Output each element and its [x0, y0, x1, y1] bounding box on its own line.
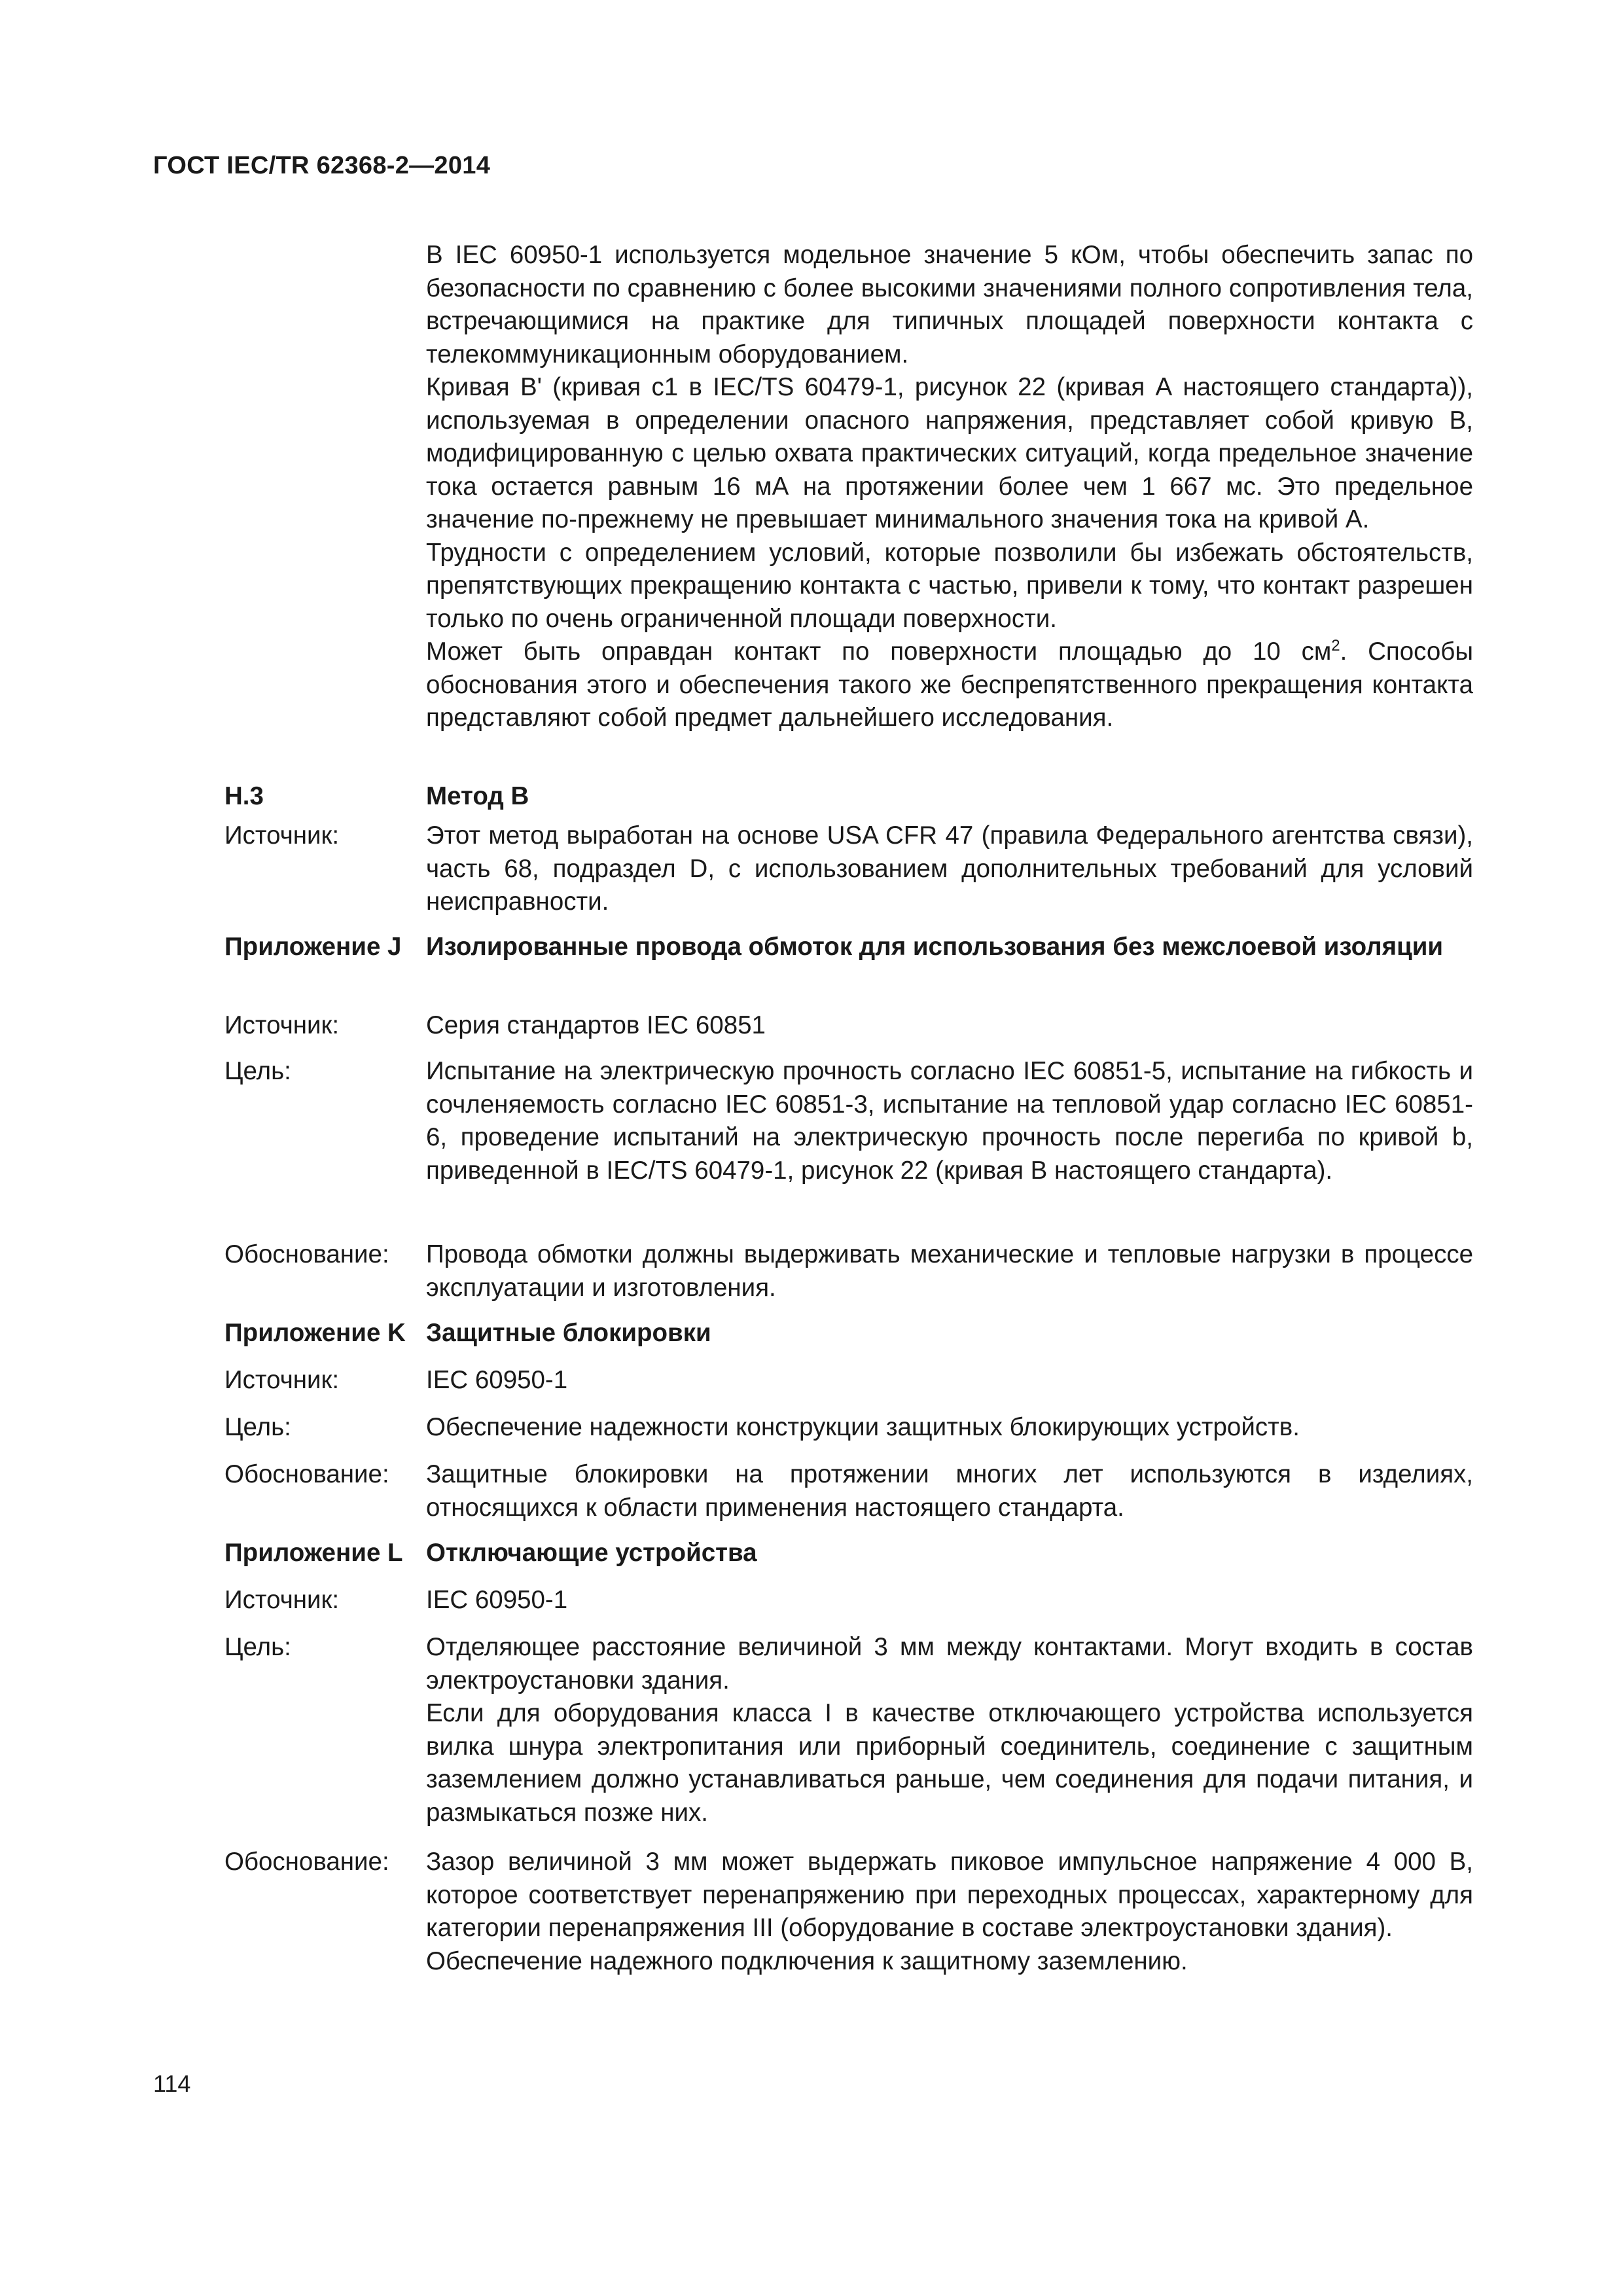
field-value [426, 1055, 1473, 1187]
field-label: Источник: [224, 1366, 340, 1394]
page-number: 114 [153, 2070, 191, 2097]
field-value-text: Защитные блокировки на протяжении многих лет используются в изделиях, относящихся к области применения настоящего стандарта. [426, 1460, 1473, 1522]
section-heading-h3 [224, 780, 1473, 819]
section-title [426, 931, 1473, 964]
intro-last-text: Может быть оправдан контакт по поверхности площадью до 10 см [426, 637, 1332, 666]
field-value-text: Зазор величиной 3 мм может выдержать пиковое импульсное напряжение 4 000 В, которое соответствует перенапряжению при переходных процессах, характерному для категории перенапряжения III (оборудование в составе электроустановки здания). [426, 1848, 1473, 1942]
field-value: Обеспечение надежности конструкции защитных блокирующих устройств. [426, 1413, 1300, 1441]
field-value-text: Этот метод выработан на основе USA CFR 47 (правила Федерального агентства связи), часть 68, подраздел D, с использованием дополнительных требований для условий неисправности. [426, 821, 1473, 916]
field-value: Серия стандартов IEC 60851 [426, 1011, 766, 1039]
field-value: IEC 60950-1 [426, 1366, 568, 1394]
field-label: Цель: [224, 1057, 291, 1085]
field-value [426, 819, 1473, 919]
section-heading-annex-j [224, 931, 1473, 1009]
field-value [426, 1846, 1473, 1978]
field-value [426, 1458, 1473, 1524]
field-value-text: Обеспечение надежного подключения к защитному заземлению. [426, 1946, 1188, 1975]
field-label: Обоснование: [224, 1460, 389, 1488]
intro-paragraph: В IEC 60950-1 используется модельное значение 5 кОм, чтобы обеспечить запас по безопасности по сравнению с более высокими значениями полного сопротивления тела, встречающимися на практике для типичных площадей поверхности контакта с телекоммуникационным оборудованием. [426, 241, 1473, 368]
field-label: Источник: [224, 821, 340, 850]
field-row [224, 1009, 1473, 1055]
section-title: Метод B [426, 782, 529, 810]
field-row [224, 1055, 1473, 1238]
field-row [224, 1458, 1473, 1537]
section-title-text: Изолированные провода обмоток для использования без межслоевой изоляции [426, 933, 1444, 961]
field-label: Источник: [224, 1586, 340, 1614]
section-title: Отключающие устройства [426, 1539, 757, 1567]
field-value-text: Если для оборудования класса I в качестве отключающего устройства используется вилка шнура электропитания или приборный соединитель, соединение с защитным заземлением должно устанавливаться раньше, чем соединения для подачи питания, и размыкаться позже них. [426, 1699, 1473, 1827]
intro-last-text: . Способы обоснования этого и обеспечения такого же беспрепятственного прекращения контакта представляют собой предмет дальнейшего исследования. [426, 637, 1473, 732]
field-label: Обоснование: [224, 1848, 389, 1876]
section-heading-annex-k [224, 1317, 1473, 1364]
section-heading-annex-l [224, 1537, 1473, 1584]
intro-paragraph: Кривая В' (кривая c1 в IEC/TS 60479-1, рисунок 22 (кривая А настоящего стандарта)), используемая в определении опасного напряжения, представляет собой кривую В, модифицированную с целью охвата практических ситуаций, когда предельное значение тока остается равным 16 мА на протяжении более чем 1 667 мс. Это предельное значение по-прежнему не превышает минимального значения тока на кривой А. [426, 373, 1473, 533]
field-row [224, 1846, 1473, 1978]
field-label: Источник: [224, 1011, 340, 1039]
sections [224, 780, 1473, 1978]
intro-block [426, 239, 1473, 735]
field-row [224, 1238, 1473, 1317]
document-header: ГОСТ IEC/TR 62368-2—2014 [153, 152, 491, 179]
section-number: H.3 [224, 782, 264, 810]
intro-paragraph-last [426, 636, 1473, 735]
intro-paragraph: Трудности с определением условий, которые позволили бы избежать обстоятельств, препятствующих прекращению контакта с частью, привели к тому, что контакт разрешен только по очень ограниченной площади поверхности. [426, 538, 1473, 633]
section-number: Приложение L [224, 1539, 403, 1567]
field-value [426, 1238, 1473, 1304]
field-label: Цель: [224, 1633, 291, 1661]
field-row [224, 1631, 1473, 1846]
field-value-text: Испытание на электрическую прочность согласно IEC 60851-5, испытание на гибкость и сочленяемость согласно IEC 60851-3, испытание на тепловой удар согласно IEC 60851-6, проведение испытаний на электрическую прочность после перегиба по кривой b, приведенной в IEC/TS 60479-1, рисунок 22 (кривая B настоящего стандарта). [426, 1057, 1473, 1185]
field-value-text: Отделяющее расстояние величиной 3 мм между контактами. Могут входить в состав электроустановки здания. [426, 1633, 1473, 1695]
section-number: Приложение K [224, 1319, 406, 1347]
field-row [224, 1411, 1473, 1458]
field-label: Цель: [224, 1413, 291, 1441]
field-value-text: Провода обмотки должны выдерживать механические и тепловые нагрузки в процессе эксплуатации и изготовления. [426, 1240, 1473, 1302]
section-number: Приложение J [224, 933, 402, 961]
field-value [426, 1631, 1473, 1829]
field-value: IEC 60950-1 [426, 1586, 568, 1614]
section-title: Защитные блокировки [426, 1319, 711, 1347]
field-row [224, 1584, 1473, 1631]
superscript: 2 [1331, 637, 1340, 655]
field-label: Обоснование: [224, 1240, 389, 1268]
field-row [224, 819, 1473, 931]
field-row [224, 1364, 1473, 1411]
